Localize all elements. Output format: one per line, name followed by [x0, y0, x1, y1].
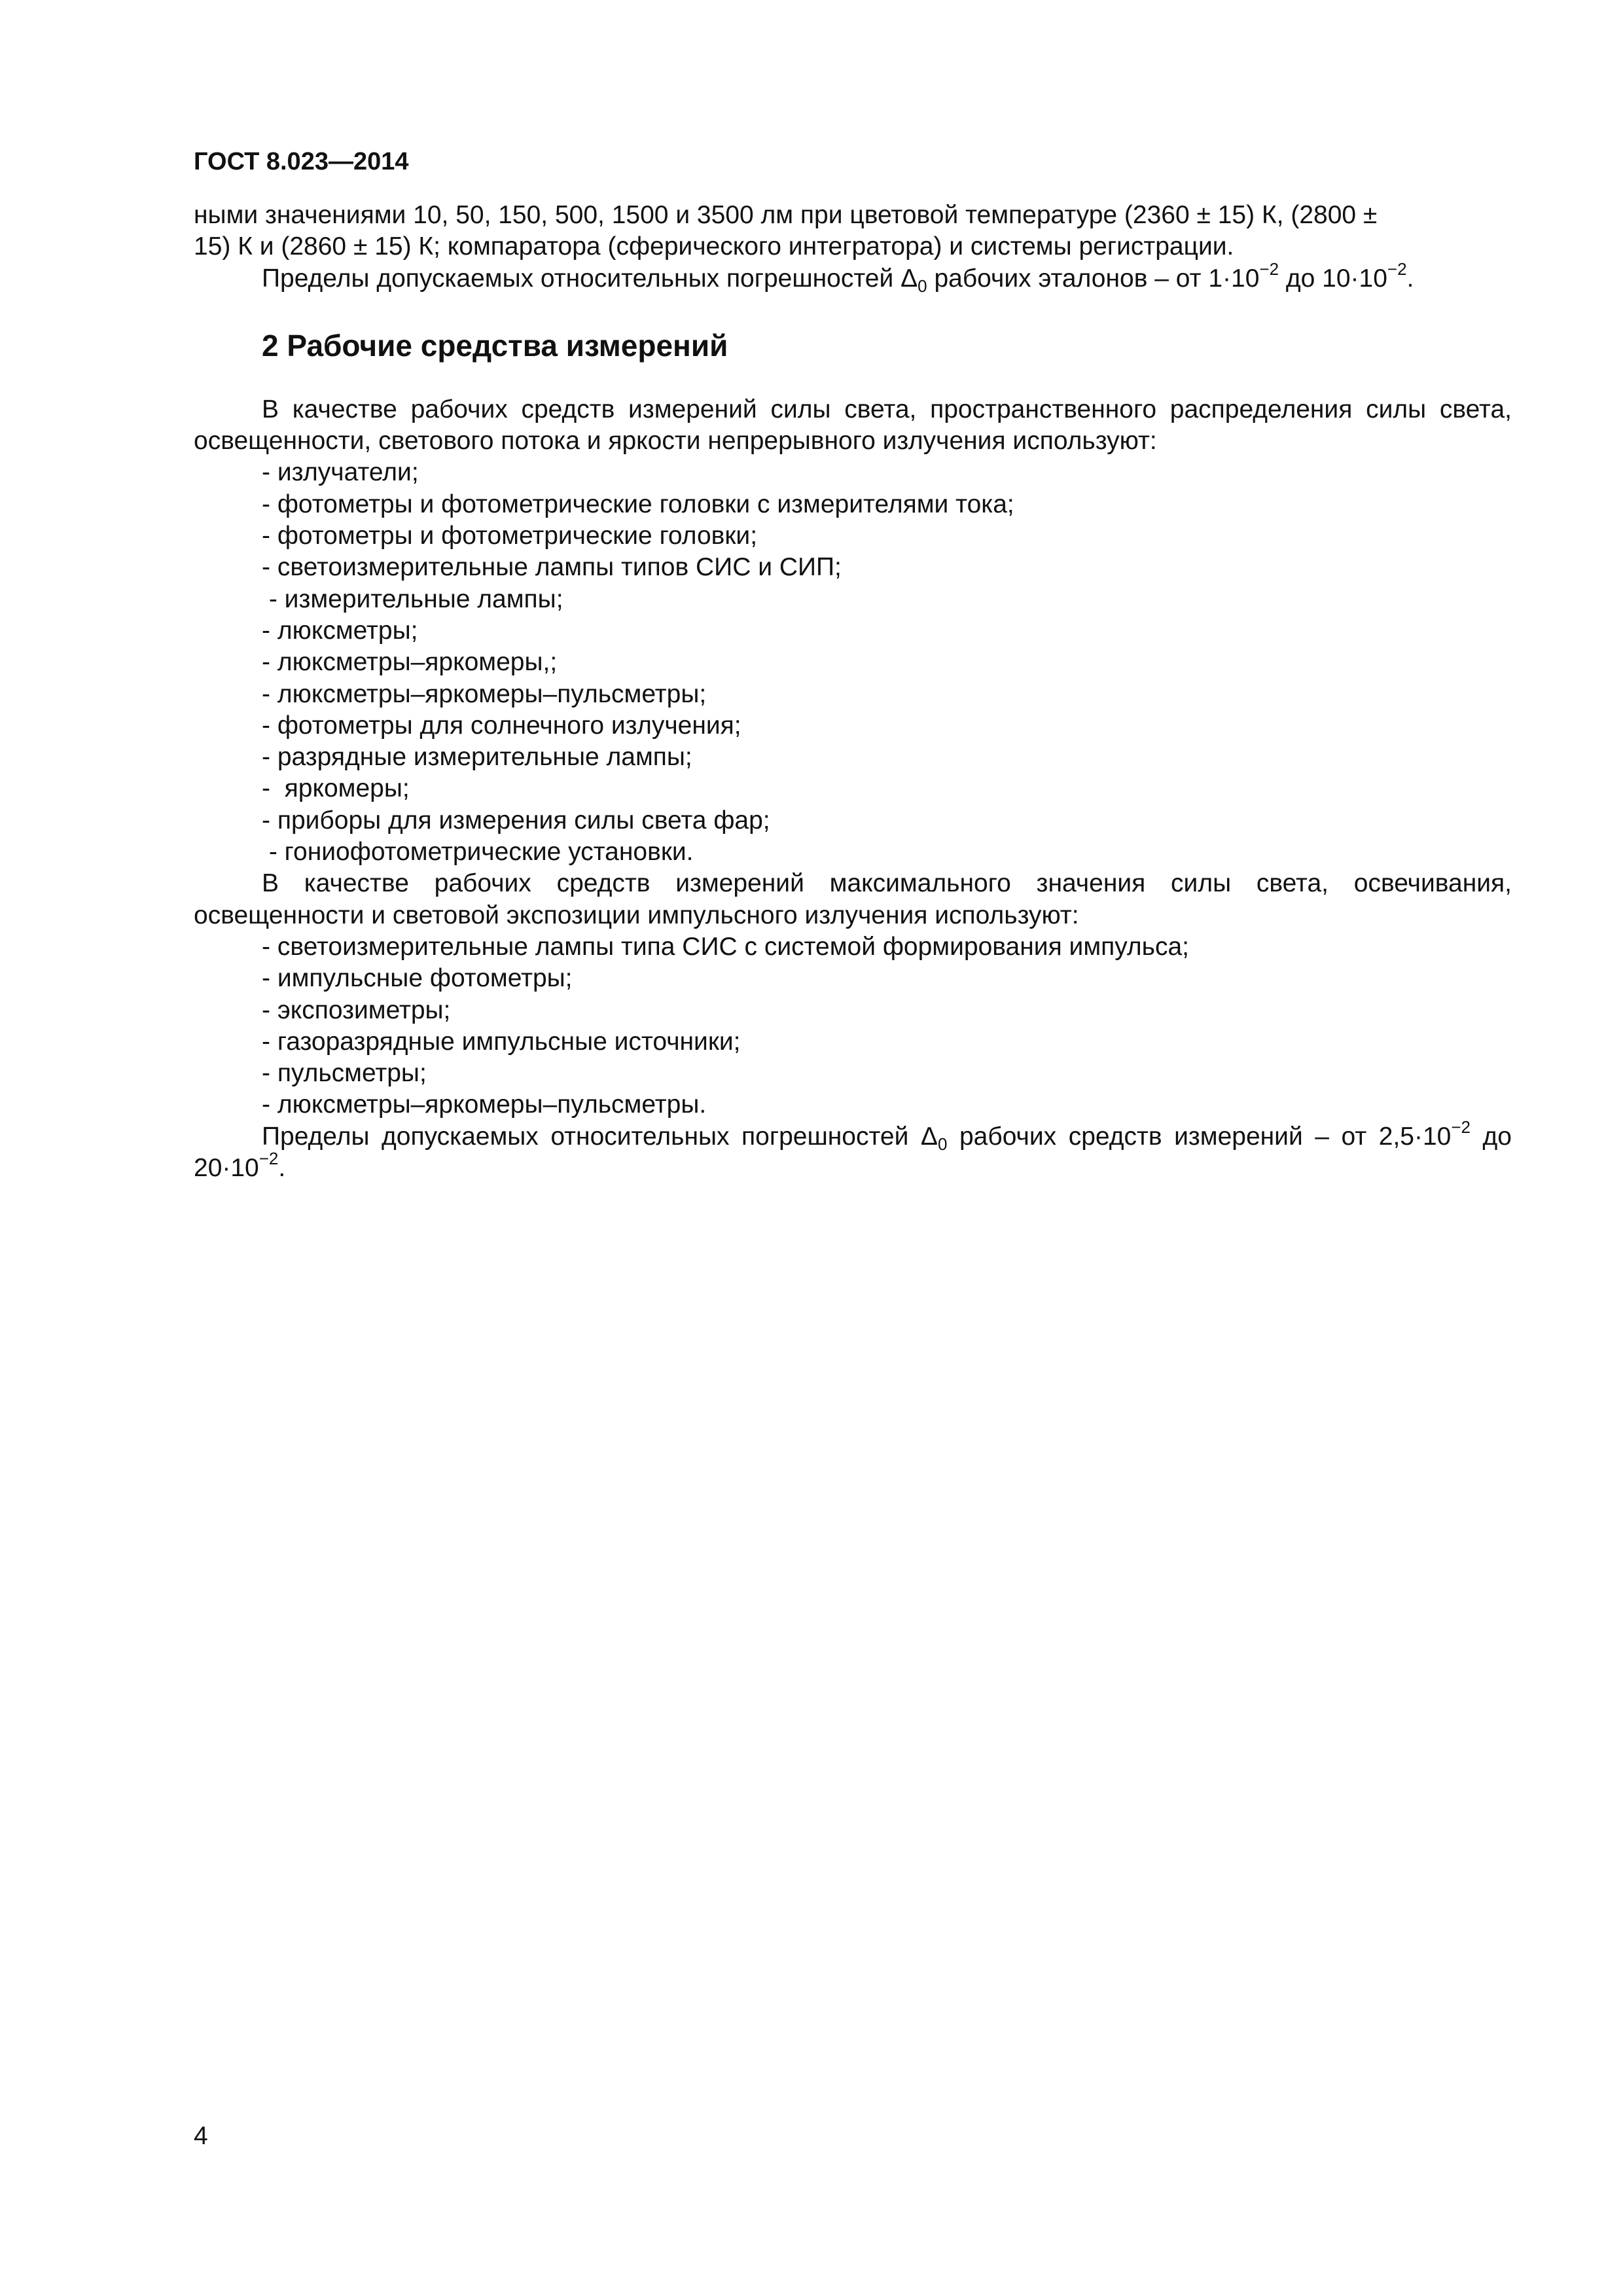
intro-line-1: ными значениями 10, 50, 150, 500, 1500 и 3500 лм при цветовой температуре (2360 ± 15) К, (2800 ± — [194, 201, 1378, 229]
limits-text-a: Пределы допускаемых относительных погрешностей Δ — [262, 264, 918, 293]
limits-text-b: рабочих эталонов – от 1·10 — [927, 264, 1260, 293]
page-number: 4 — [194, 2122, 208, 2150]
list-item: - фотометры и фотометрические головки с измерителями тока; — [262, 490, 1014, 518]
list-item: - фотометры и фотометрические головки; — [262, 522, 758, 550]
list-item: - яркомеры; — [262, 774, 410, 803]
standards-limits-paragraph — [194, 259, 1512, 296]
list-item: - гониофотометрические установки. — [262, 838, 694, 867]
limits-text-a: Пределы допускаемых относительных погрешностей Δ — [262, 1122, 938, 1151]
section-title: 2 Рабочие средства измерений — [262, 328, 728, 363]
pulse-instruments-paragraph: В качестве рабочих средств измерений максимального значения силы света, освечивания, освещенности и световой экспозиции импульсного излучения используют: — [194, 869, 1512, 929]
list-item: - светоизмерительные лампы типов СИС и СИП; — [262, 553, 842, 582]
limits-text-d: . — [278, 1154, 286, 1183]
page-content — [194, 200, 1512, 1184]
limits-superscript-2: −2 — [259, 1148, 279, 1168]
limits-subscript: 0 — [918, 276, 927, 296]
list-item: - разрядные измерительные лампы; — [262, 743, 692, 772]
continuous-instruments-paragraph: В качестве рабочих средств измерений силы света, пространственного распределения силы света, освещенности, светового потока и яркости непрерывного излучения используют: — [194, 395, 1512, 456]
limits-text-d: . — [1406, 264, 1414, 293]
limits-subscript: 0 — [937, 1134, 948, 1154]
pulse-instruments-list — [194, 931, 1512, 1121]
list-item: - фотометры для солнечного излучения; — [262, 711, 741, 740]
limits-text-c: до 20·10 — [194, 1122, 1512, 1183]
list-item: - газоразрядные импульсные источники; — [262, 1027, 741, 1056]
limits-superscript-1: −2 — [1451, 1117, 1471, 1137]
limits-superscript-2: −2 — [1387, 259, 1407, 279]
limits-superscript-1: −2 — [1259, 259, 1279, 279]
list-item: - экспозиметры; — [262, 996, 451, 1024]
list-item: - приборы для измерения силы света фар; — [262, 806, 770, 834]
limits-text-b: рабочих средств измерений – от 2,5·10 — [947, 1122, 1452, 1151]
list-item: - светоизмерительные лампы типа СИС с системой формирования импульса; — [262, 932, 1189, 961]
list-item: - импульсные фотометры; — [262, 964, 573, 993]
list-item: - люксметры–яркомеры,; — [262, 648, 558, 677]
intro-line-2: 15) К и (2860 ± 15) К; компаратора (сферического интегратора) и системы регистрации. — [194, 232, 1234, 261]
list-item: - люксметры–яркомеры–пульсметры; — [262, 679, 707, 708]
continuous-instruments-list — [194, 457, 1512, 868]
list-item: - люксметры–яркомеры–пульсметры. — [262, 1090, 707, 1119]
list-item: - пульсметры; — [262, 1059, 427, 1088]
list-item: - измерительные лампы; — [262, 584, 563, 613]
list-item: - излучатели; — [262, 458, 419, 487]
list-item: - люксметры; — [262, 616, 418, 645]
working-instruments-limits-paragraph — [194, 1117, 1512, 1185]
limits-text-c: до 10·10 — [1279, 264, 1387, 293]
document-header: ГОСТ 8.023—2014 — [194, 148, 409, 175]
